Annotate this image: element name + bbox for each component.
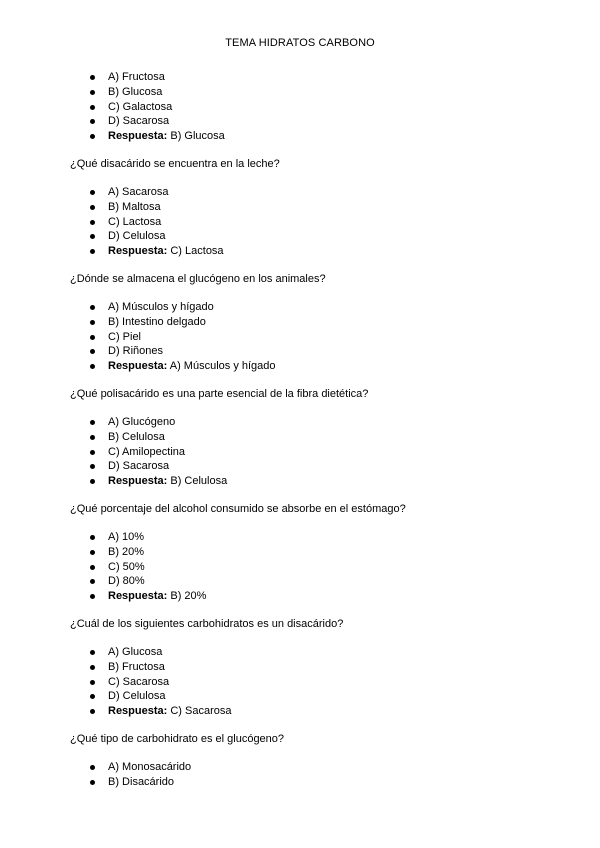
question-block-5 [0, 617, 600, 732]
question-block-3 [0, 387, 600, 502]
bullet-icon [90, 320, 95, 325]
bullet-icon [90, 435, 95, 440]
option-item [0, 760, 600, 775]
answer-label: Respuesta: [108, 475, 168, 488]
option-text: D) Celulosa [108, 690, 166, 703]
option-list [0, 70, 600, 144]
answer-item [0, 129, 600, 144]
option-item [0, 415, 600, 430]
option-text: B) Maltosa [108, 200, 161, 213]
bullet-icon [90, 234, 95, 239]
option-item [0, 300, 600, 315]
option-text: C) 50% [108, 560, 145, 573]
question-text: ¿Qué tipo de carbohidrato es el glucógeno? [70, 732, 285, 745]
bullet-icon [90, 364, 95, 369]
bullet-icon [90, 709, 95, 714]
option-item [0, 200, 600, 215]
option-text: D) Celulosa [108, 230, 166, 243]
bullet-icon [90, 765, 95, 770]
option-text: A) Sacarosa [108, 185, 169, 198]
answer-value: C) Sacarosa [170, 705, 232, 718]
answer-value: B) 20% [170, 590, 207, 603]
option-text: C) Sacarosa [108, 675, 170, 688]
option-item [0, 70, 600, 85]
answer-value: A) Músculos y hígado [169, 360, 276, 373]
bullet-icon [90, 535, 95, 540]
option-item [0, 215, 600, 230]
answer-value: B) Celulosa [170, 475, 228, 488]
answer-item [0, 589, 600, 604]
question-block-2 [0, 272, 600, 387]
bullet-icon [90, 565, 95, 570]
bullet-icon [90, 349, 95, 354]
option-text: A) Monosacárido [108, 760, 192, 773]
option-item [0, 330, 600, 345]
bullet-icon [90, 479, 95, 484]
option-text: A) Fructosa [108, 71, 165, 83]
answer-item [0, 704, 600, 719]
option-item [0, 560, 600, 575]
bullet-icon [90, 579, 95, 584]
option-list [0, 645, 600, 719]
option-item [0, 574, 600, 589]
bullet-icon [90, 75, 95, 80]
option-text: D) 80% [108, 575, 145, 588]
bullet-icon [90, 780, 95, 785]
answer-label: Respuesta: [108, 360, 168, 373]
bullet-icon [90, 694, 95, 699]
bullet-icon [90, 550, 95, 555]
document-content [0, 70, 600, 790]
option-item [0, 459, 600, 474]
answer-label: Respuesta: [108, 245, 168, 258]
answer-value: B) Glucosa [170, 130, 225, 143]
question-text: ¿Cuál de los siguientes carbohidratos es un disacárido? [70, 617, 344, 630]
option-item [0, 445, 600, 460]
option-item [0, 660, 600, 675]
option-list [0, 530, 600, 604]
bullet-icon [90, 335, 95, 340]
bullet-icon [90, 650, 95, 655]
question-block-0 [0, 70, 600, 157]
option-text: C) Galactosa [108, 100, 173, 113]
option-list [0, 185, 600, 259]
option-text: B) Fructosa [108, 660, 165, 673]
bullet-icon [90, 220, 95, 225]
answer-label: Respuesta: [108, 705, 168, 718]
question-text: ¿Dónde se almacena el glucógeno en los animales? [70, 272, 326, 285]
option-text: C) Lactosa [108, 215, 162, 228]
answer-label: Respuesta: [108, 130, 168, 143]
option-item [0, 775, 600, 790]
bullet-icon [90, 680, 95, 685]
bullet-icon [90, 665, 95, 670]
option-text: D) Riñones [108, 345, 164, 358]
option-item [0, 545, 600, 560]
bullet-icon [90, 90, 95, 95]
option-text: B) Intestino delgado [108, 315, 206, 328]
option-item [0, 675, 600, 690]
bullet-icon [90, 119, 95, 124]
option-text: D) Sacarosa [108, 460, 170, 473]
option-text: A) 10% [108, 530, 145, 543]
option-item [0, 229, 600, 244]
option-list [0, 415, 600, 489]
bullet-icon [90, 594, 95, 599]
bullet-icon [90, 305, 95, 310]
option-item [0, 645, 600, 660]
bullet-icon [90, 205, 95, 210]
question-block-4 [0, 502, 600, 617]
question-text: ¿Qué polisacárido es una parte esencial de la fibra dietética? [70, 387, 369, 400]
option-list [0, 760, 600, 790]
bullet-icon [90, 420, 95, 425]
document-title: TEMA HIDRATOS CARBONO [225, 37, 375, 49]
answer-value: C) Lactosa [170, 245, 224, 258]
answer-item [0, 359, 600, 374]
option-item [0, 430, 600, 445]
option-item [0, 85, 600, 100]
bullet-icon [90, 464, 95, 469]
question-block-6 [0, 732, 600, 790]
option-text: A) Glucosa [108, 645, 163, 658]
answer-label: Respuesta: [108, 590, 168, 603]
bullet-icon [90, 134, 95, 139]
option-text: B) Disacárido [108, 775, 175, 788]
option-item [0, 344, 600, 359]
bullet-icon [90, 249, 95, 254]
option-text: B) 20% [108, 545, 145, 558]
option-item [0, 100, 600, 115]
bullet-icon [90, 190, 95, 195]
option-text: D) Sacarosa [108, 115, 170, 128]
answer-item [0, 474, 600, 489]
option-item [0, 185, 600, 200]
option-text: B) Celulosa [108, 430, 165, 443]
answer-item [0, 244, 600, 259]
bullet-icon [90, 450, 95, 455]
option-item [0, 530, 600, 545]
option-item [0, 689, 600, 704]
option-item [0, 114, 600, 129]
question-block-1 [0, 157, 600, 272]
option-text: C) Amilopectina [108, 445, 186, 458]
option-item [0, 315, 600, 330]
bullet-icon [90, 105, 95, 110]
question-text: ¿Qué porcentaje del alcohol consumido se absorbe en el estómago? [70, 502, 406, 515]
option-text: B) Glucosa [108, 85, 163, 98]
question-text: ¿Qué disacárido se encuentra en la leche? [70, 157, 280, 170]
option-text: C) Piel [108, 330, 142, 343]
option-text: A) Músculos y hígado [108, 300, 214, 313]
option-list [0, 300, 600, 374]
option-text: A) Glucógeno [108, 415, 176, 428]
